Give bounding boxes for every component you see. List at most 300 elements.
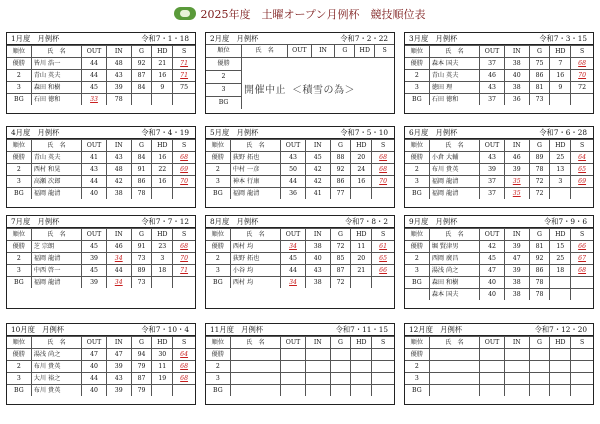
column-header: OUT — [288, 45, 312, 58]
cell-g — [131, 94, 152, 106]
cell-name — [230, 385, 280, 397]
column-header: HD — [351, 337, 372, 349]
cell-name: 高瀬 次郎 — [31, 176, 81, 188]
cell-s — [173, 277, 195, 289]
header-row — [7, 229, 195, 241]
cell-s — [372, 277, 394, 289]
cell-in: 39 — [504, 241, 529, 253]
cell-s: 71 — [173, 70, 195, 82]
cell-g — [529, 349, 550, 361]
cell-hd: 9 — [152, 82, 173, 94]
table-row — [405, 176, 593, 188]
card-header — [7, 324, 195, 336]
cell-g — [529, 361, 550, 373]
cell-in: 39 — [106, 361, 131, 373]
column-header: OUT — [480, 46, 505, 58]
cell-g: 81 — [529, 241, 550, 253]
column-header: HD — [152, 140, 173, 152]
cell-s — [173, 94, 195, 106]
column-header: OUT — [281, 337, 306, 349]
cell-in: 42 — [106, 176, 131, 188]
cell-out: 40 — [480, 277, 505, 289]
cell-rank: 優勝 — [405, 241, 429, 253]
cell-s — [173, 188, 195, 200]
cell-name: 中村 一彦 — [230, 164, 280, 176]
table-row — [405, 385, 593, 397]
cell-out — [480, 361, 505, 373]
column-header: IN — [106, 140, 131, 152]
header-row — [206, 140, 394, 152]
cell-rank: 優勝 — [405, 152, 429, 164]
column-header: G — [529, 46, 550, 58]
table-row — [7, 373, 195, 385]
card-date: 令和7・11・15 — [335, 325, 388, 334]
cell-out: 43 — [82, 164, 107, 176]
column-header: IN — [305, 229, 330, 241]
header-row — [206, 337, 394, 349]
cell-rank: BG — [7, 385, 31, 397]
cell-in: 78 — [106, 94, 131, 106]
cell-g — [330, 361, 351, 373]
cell-in: 35 — [504, 188, 529, 200]
header-row — [405, 140, 593, 152]
column-header: IN — [106, 46, 131, 58]
column-header: HD — [550, 46, 571, 58]
table-row — [405, 253, 593, 265]
cell-out: 44 — [281, 176, 306, 188]
cell-g: 72 — [330, 277, 351, 289]
card-header — [206, 216, 394, 228]
cell-in: 34 — [106, 253, 131, 265]
column-header: 順位 — [405, 140, 429, 152]
cell-s: 68 — [372, 164, 394, 176]
cell-name: 福岡 龍清 — [31, 188, 81, 200]
cell-in: 38 — [504, 58, 529, 70]
cell-in: 39 — [504, 164, 529, 176]
column-header: HD — [550, 140, 571, 152]
card-header — [7, 33, 195, 45]
cell-rank: 2 — [206, 164, 230, 176]
card-month: 1月度 月例杯 — [11, 34, 60, 43]
cell-out: 50 — [281, 164, 306, 176]
table-row — [405, 82, 593, 94]
column-header: OUT — [480, 140, 505, 152]
cell-g: 73 — [131, 253, 152, 265]
table-row — [7, 58, 195, 70]
card-date: 令和7・5・10 — [340, 128, 388, 137]
cell-name: 神本 行康 — [230, 176, 280, 188]
cell-in: 47 — [504, 253, 529, 265]
column-header: HD — [351, 140, 372, 152]
cell-s — [571, 373, 593, 385]
cell-name: 堀 賢津男 — [429, 241, 479, 253]
header-row — [7, 337, 195, 349]
cell-g: 78 — [529, 164, 550, 176]
cell-hd — [550, 361, 571, 373]
cell-name — [230, 349, 280, 361]
card-header — [405, 216, 593, 228]
cell-name: 湯浅 尚之 — [31, 349, 81, 361]
cell-rank: 2 — [405, 253, 429, 265]
cell-out: 44 — [82, 373, 107, 385]
cell-s: 64 — [173, 349, 195, 361]
cell-hd — [550, 289, 571, 301]
table-row — [7, 94, 195, 106]
month-card — [404, 126, 594, 208]
cell-hd: 16 — [550, 70, 571, 82]
column-header: G — [529, 337, 550, 349]
cell-name: 徳田 理 — [429, 82, 479, 94]
column-header: 氏 名 — [230, 140, 280, 152]
cell-name: 森本 国夫 — [429, 58, 479, 70]
cell-hd — [550, 94, 571, 106]
cell-s: 71 — [173, 58, 195, 70]
cell-rank: 2 — [7, 253, 31, 265]
cell-g: 73 — [529, 94, 550, 106]
cell-name: 小谷 均 — [230, 265, 280, 277]
cell-name: 森本 国夫 — [429, 289, 479, 301]
table-row — [7, 152, 195, 164]
cell-out: 45 — [480, 253, 505, 265]
cell-name: 青山 英夫 — [31, 70, 81, 82]
cell-out — [480, 385, 505, 397]
column-header: G — [131, 337, 152, 349]
cell-out: 39 — [82, 253, 107, 265]
cell-out: 42 — [480, 241, 505, 253]
table-row — [206, 84, 242, 97]
card-header — [7, 127, 195, 139]
card-month: 11月度 月例杯 — [210, 325, 264, 334]
column-header: S — [571, 337, 593, 349]
cell-g — [330, 373, 351, 385]
cell-in — [305, 349, 330, 361]
cell-s: 65 — [372, 253, 394, 265]
month-card — [205, 126, 395, 208]
cell-in — [504, 373, 529, 385]
cell-in: 41 — [305, 188, 330, 200]
column-header: OUT — [281, 140, 306, 152]
table-row — [206, 58, 242, 71]
table-row — [7, 385, 195, 397]
column-header: G — [330, 337, 351, 349]
cell-name: 皆川 浩一 — [31, 58, 81, 70]
cell-s — [173, 385, 195, 397]
results-table — [405, 139, 593, 199]
cell-s: 61 — [372, 241, 394, 253]
column-header: 氏 名 — [31, 140, 81, 152]
table-row — [405, 164, 593, 176]
page-title: 2025年度 土曜オープン月例杯 競技順位表 — [150, 6, 450, 22]
cell-name: 中西 啓一 — [31, 265, 81, 277]
cell-hd: 23 — [152, 241, 173, 253]
column-header: 氏 名 — [230, 337, 280, 349]
table-row — [405, 349, 593, 361]
cell-hd: 16 — [152, 152, 173, 164]
cell-hd: 19 — [152, 373, 173, 385]
column-header: IN — [305, 337, 330, 349]
cell-rank: 2 — [405, 70, 429, 82]
card-month: 7月度 月例杯 — [11, 217, 60, 226]
cell-s — [571, 94, 593, 106]
column-header: IN — [305, 140, 330, 152]
cell-hd: 21 — [351, 265, 372, 277]
card-month: 5月度 月例杯 — [210, 128, 259, 137]
cell-s: 69 — [173, 164, 195, 176]
column-header: 順位 — [7, 337, 31, 349]
cell-in: 38 — [504, 289, 529, 301]
column-header: HD — [152, 229, 173, 241]
cell-rank: BG — [405, 277, 429, 289]
column-header: IN — [106, 229, 131, 241]
cell-out: 39 — [480, 164, 505, 176]
table-row — [405, 152, 593, 164]
cell-rank: 優勝 — [206, 241, 230, 253]
column-header: IN — [106, 337, 131, 349]
cell-s: 68 — [173, 373, 195, 385]
column-header: 順位 — [405, 229, 429, 241]
card-month: 10月度 月例杯 — [11, 325, 65, 334]
cell-s — [571, 361, 593, 373]
cell-name: 森田 和樹 — [429, 277, 479, 289]
card-date: 令和7・7・12 — [141, 217, 189, 226]
cell-name: 西村 均 — [230, 241, 280, 253]
cell-name — [429, 349, 479, 361]
column-header: HD — [550, 229, 571, 241]
card-date: 令和7・2・22 — [340, 34, 388, 43]
cell-hd: 24 — [351, 164, 372, 176]
cell-hd — [152, 385, 173, 397]
cell-name: 荻野 拓也 — [230, 253, 280, 265]
cell-g: 75 — [529, 58, 550, 70]
cell-s: 70 — [372, 176, 394, 188]
cell-hd — [351, 361, 372, 373]
cell-s — [571, 277, 593, 289]
cell-g: 79 — [131, 385, 152, 397]
cell-rank: BG — [7, 277, 31, 289]
column-header: S — [372, 140, 394, 152]
column-header: S — [173, 229, 195, 241]
cell-in: 42 — [305, 164, 330, 176]
cell-g: 86 — [330, 176, 351, 188]
cell-g — [330, 349, 351, 361]
column-header: G — [330, 229, 351, 241]
cell-hd — [351, 373, 372, 385]
cell-in: 39 — [504, 265, 529, 277]
month-card — [404, 215, 594, 309]
cancel-notice — [244, 81, 355, 96]
table-row — [405, 289, 593, 301]
column-header: S — [571, 140, 593, 152]
cell-out: 47 — [82, 349, 107, 361]
cell-hd — [550, 349, 571, 361]
cell-s: 72 — [571, 82, 593, 94]
cell-g: 85 — [330, 253, 351, 265]
table-row — [405, 94, 593, 106]
column-header: 順位 — [405, 337, 429, 349]
rank-cell: 優勝 — [206, 58, 242, 71]
column-header: 氏 名 — [31, 337, 81, 349]
cell-in: 43 — [106, 70, 131, 82]
cell-hd: 25 — [550, 253, 571, 265]
column-header: S — [173, 140, 195, 152]
cell-g: 86 — [529, 70, 550, 82]
cell-rank: 3 — [405, 176, 429, 188]
table-row — [206, 373, 394, 385]
column-header: 氏 名 — [429, 140, 479, 152]
cell-name: 石田 徳和 — [31, 94, 81, 106]
table-row — [7, 164, 195, 176]
cell-rank: BG — [405, 188, 429, 200]
card-month: 6月度 月例杯 — [409, 128, 458, 137]
header-row — [405, 229, 593, 241]
cell-hd: 13 — [550, 164, 571, 176]
card-date: 令和7・6・28 — [539, 128, 587, 137]
cell-hd — [152, 277, 173, 289]
cell-rank: 3 — [405, 373, 429, 385]
cell-out: 44 — [281, 265, 306, 277]
cell-hd: 15 — [550, 241, 571, 253]
cell-s: 67 — [571, 253, 593, 265]
cell-in: 38 — [106, 188, 131, 200]
cell-hd — [351, 277, 372, 289]
cell-name: 西村 均 — [230, 277, 280, 289]
results-table — [7, 139, 195, 199]
table-row — [206, 176, 394, 188]
cell-s: 69 — [571, 176, 593, 188]
table-row — [7, 265, 195, 277]
cell-s: 70 — [173, 253, 195, 265]
table-row — [7, 241, 195, 253]
cell-rank: BG — [206, 188, 230, 200]
cell-out: 45 — [82, 265, 107, 277]
cell-in: 42 — [305, 176, 330, 188]
header-table — [242, 44, 394, 58]
card-date: 令和7・8・2 — [344, 217, 388, 226]
column-header: IN — [311, 45, 335, 58]
cell-out: 36 — [281, 188, 306, 200]
month-card — [404, 32, 594, 114]
rank-table — [206, 44, 242, 109]
cell-name: 布川 貴英 — [31, 385, 81, 397]
cell-in: 48 — [106, 58, 131, 70]
table-row — [206, 349, 394, 361]
cell-hd: 25 — [550, 152, 571, 164]
cell-out — [480, 349, 505, 361]
card-header — [405, 33, 593, 45]
month-card — [6, 323, 196, 405]
cell-name: 小倉 大輔 — [429, 152, 479, 164]
cell-name — [429, 385, 479, 397]
cell-hd — [152, 188, 173, 200]
cell-rank: 優勝 — [7, 152, 31, 164]
table-row — [405, 277, 593, 289]
cell-in: 39 — [106, 82, 131, 94]
cell-rank: 3 — [7, 176, 31, 188]
cell-name: 布川 貴英 — [31, 361, 81, 373]
cell-rank: 2 — [206, 361, 230, 373]
header-row — [7, 46, 195, 58]
cell-name: 石田 徳和 — [429, 94, 479, 106]
cell-hd — [351, 349, 372, 361]
cell-s: 64 — [571, 152, 593, 164]
cell-s: 71 — [173, 265, 195, 277]
column-header: 氏 名 — [429, 229, 479, 241]
cell-hd — [550, 188, 571, 200]
cell-rank: BG — [206, 385, 230, 397]
cell-name — [230, 361, 280, 373]
cell-rank: 2 — [7, 361, 31, 373]
cell-hd — [351, 188, 372, 200]
month-card — [6, 215, 196, 309]
cell-hd — [550, 373, 571, 385]
cell-in — [305, 385, 330, 397]
cell-g: 94 — [131, 349, 152, 361]
column-header: IN — [504, 46, 529, 58]
cell-rank: 2 — [206, 253, 230, 265]
cell-rank: 2 — [7, 164, 31, 176]
cell-in — [305, 373, 330, 385]
card-month: 9月度 月例杯 — [409, 217, 458, 226]
cell-hd: 11 — [152, 361, 173, 373]
card-month: 8月度 月例杯 — [210, 217, 259, 226]
cell-in: 46 — [106, 241, 131, 253]
card-date: 令和7・9・6 — [543, 217, 587, 226]
cell-hd — [550, 385, 571, 397]
column-header: HD — [152, 46, 173, 58]
table-row — [7, 361, 195, 373]
cell-g: 77 — [330, 188, 351, 200]
column-header: 順位 — [206, 229, 230, 241]
column-header: 順位 — [206, 337, 230, 349]
cell-name: 布川 貴英 — [429, 164, 479, 176]
cell-s: 66 — [571, 241, 593, 253]
club-logo-icon — [174, 7, 196, 20]
column-header: OUT — [82, 46, 107, 58]
table-row — [405, 241, 593, 253]
cell-in: 38 — [504, 82, 529, 94]
month-card — [205, 215, 395, 309]
column-header: IN — [504, 229, 529, 241]
table-row — [7, 176, 195, 188]
table-row — [206, 97, 242, 110]
card-date: 令和7・4・19 — [141, 128, 189, 137]
card-header — [405, 324, 593, 336]
table-row — [206, 361, 394, 373]
cell-g: 87 — [131, 373, 152, 385]
cell-name: 福岡 龍清 — [429, 176, 479, 188]
cell-out: 39 — [82, 277, 107, 289]
cell-rank: 3 — [206, 176, 230, 188]
cell-name: 荻野 拓也 — [230, 152, 280, 164]
cell-hd: 22 — [152, 164, 173, 176]
cell-in: 43 — [106, 373, 131, 385]
cell-in: 40 — [305, 253, 330, 265]
cell-in: 35 — [504, 176, 529, 188]
cell-out — [281, 385, 306, 397]
cell-name — [230, 373, 280, 385]
column-header: 氏 名 — [429, 337, 479, 349]
results-table — [206, 228, 394, 288]
cell-s: 65 — [571, 164, 593, 176]
cell-s: 68 — [571, 265, 593, 277]
cell-s: 68 — [173, 152, 195, 164]
column-header: G — [335, 45, 355, 58]
cell-g: 84 — [131, 82, 152, 94]
cell-name: 森田 和樹 — [31, 82, 81, 94]
rank-cell: 順位 — [206, 45, 242, 58]
cell-rank: 優勝 — [7, 349, 31, 361]
cell-out: 34 — [281, 277, 306, 289]
